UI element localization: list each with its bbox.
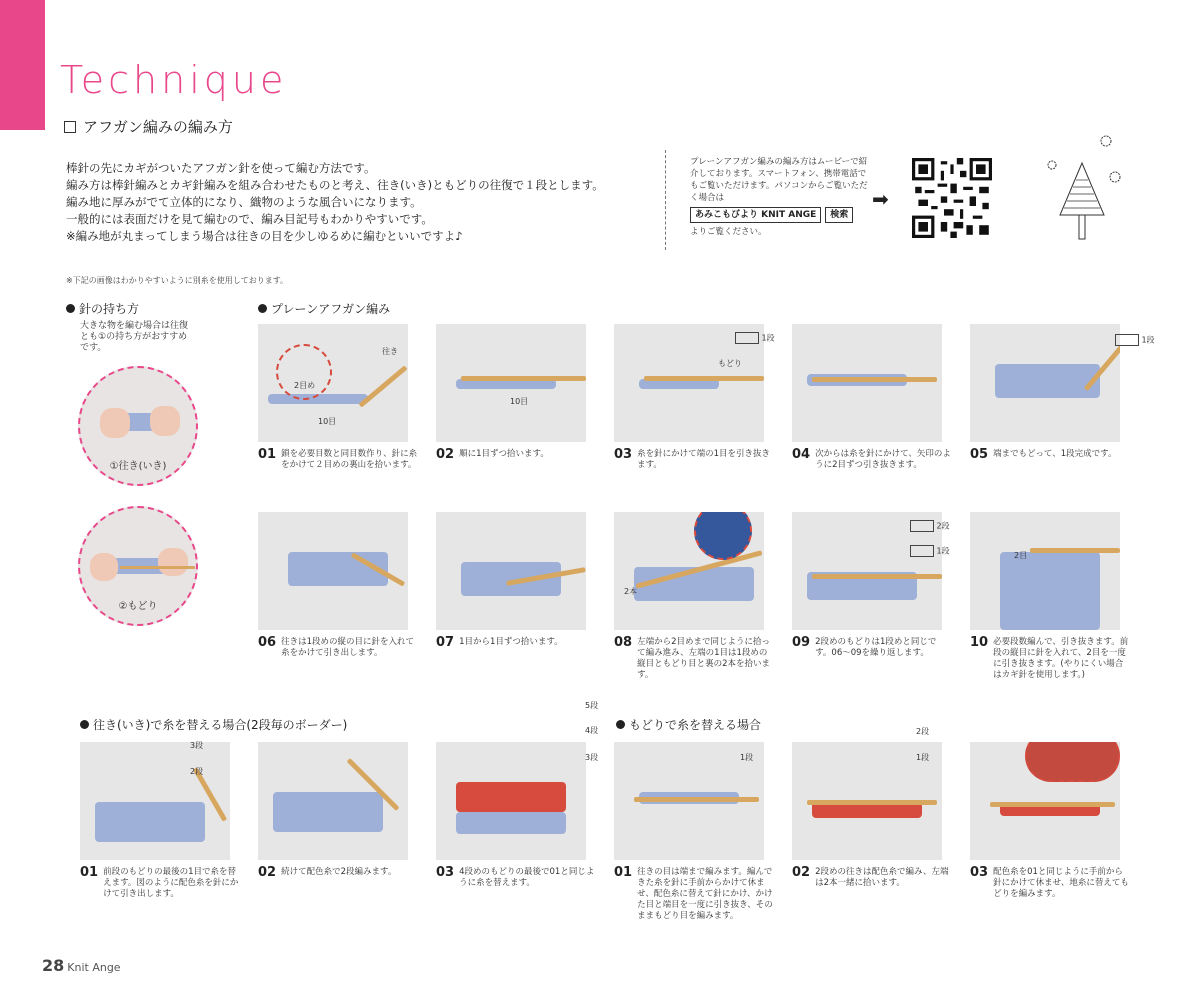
plain-step-03 — [614, 448, 774, 471]
photo-label: 2目 — [1014, 551, 1028, 560]
section-change-forward-label: 往き(いき)で糸を替える場合(2段毎のボーダー) — [93, 718, 348, 732]
step-number: 07 — [436, 635, 455, 650]
return-step-01 — [614, 866, 774, 922]
photo-label: 往き — [382, 347, 398, 356]
row-label: 5段 — [585, 701, 599, 710]
row-symbol — [735, 332, 775, 344]
row-symbol — [916, 726, 929, 737]
plain-step-08 — [614, 636, 774, 681]
qr-code-icon[interactable] — [912, 158, 992, 238]
step-text: 2段めのもどりは1段めと同じです。06〜09を繰り返します。 — [815, 637, 937, 658]
bullet-icon — [66, 304, 75, 313]
step-text: 1目から1目ずつ拾います。 — [459, 637, 563, 647]
intro-line: 棒針の先にカギがついたアフガン針を使って編む方法です。 — [66, 161, 376, 175]
search-term-box: あみこもびより KNIT ANGE — [690, 207, 821, 223]
step-text: 往きの目は端まで編みます。編んできた糸を針に手前からかけて休ませ、配色糸に替えて針にかけ、かけた目と端目を一度に引き抜き、そのままもどり目を編みます。 — [637, 867, 773, 921]
step-text: 往きは1段めの縦の目に針を入れて糸をかけて引き出します。 — [281, 637, 415, 658]
subtitle-text: アフガン編みの編み方 — [83, 118, 233, 136]
photo-label: 2本 — [624, 587, 638, 596]
row-symbol — [916, 752, 929, 763]
row-label: 3段 — [585, 753, 599, 762]
row-label: 2段 — [190, 767, 204, 776]
row-symbol — [910, 520, 950, 532]
step-text: 続けて配色糸で2段編みます。 — [281, 867, 397, 877]
step-text: 順に1目ずつ拾います。 — [459, 449, 549, 459]
step-number: 02 — [258, 865, 277, 880]
forward-step-02 — [258, 866, 418, 879]
intro-line: ※編み地が丸まってしまう場合は往きの目を少しゆるめに編むといいですよ♪ — [66, 229, 463, 243]
section-change-return-label: もどりで糸を替える場合 — [629, 718, 762, 732]
row-label: 1段 — [936, 546, 950, 556]
step-number: 03 — [614, 447, 633, 462]
row-symbol — [910, 545, 950, 557]
brand-name: Knit Ange — [67, 961, 121, 974]
section-holding — [66, 300, 139, 317]
step-text: 前段のもどりの最後の1目で糸を替えます。図のように配色糸を針にかけて引き出します。 — [103, 867, 239, 899]
photo-label: 10目 — [318, 417, 337, 426]
step-text: 左端から2目めまで同じように拾って編み進み、左端の1目は1段めの縦目ともどり目と裏の2本を拾います。 — [637, 637, 771, 680]
return-step-03 — [970, 866, 1130, 900]
step-text: 配色糸を01と同じように手前から針にかけて休ませ、地糸に替えてもどりを編みます。 — [993, 867, 1129, 899]
forward-step-03 — [436, 866, 596, 889]
step-text: 端までもどって、1段完成です。 — [993, 449, 1117, 459]
row-symbol — [585, 725, 598, 736]
row-symbol — [190, 740, 203, 751]
accent-bar — [0, 0, 45, 130]
step-text: 鎖を必要目数と同目数作り、針に糸をかけて２目めの裏山を拾います。 — [281, 449, 418, 470]
photo-label: 2目め — [294, 381, 316, 390]
step-text: 必要段数編んで、引き抜きます。前段の縦目に針を入れて、2目を一度に引き抜きます。(やりにくい場合はカギ針を使用します。) — [993, 637, 1129, 680]
step-number: 10 — [970, 635, 989, 650]
step-photo — [436, 742, 586, 860]
movie-after-text: よりご覧ください。 — [690, 227, 767, 237]
image-note: ※下記の画像はわかりやすいように別糸を使用しております。 — [66, 276, 289, 285]
movie-text: プレーンアフガン編みの編み方はムービーで紹介しております。スマートフォン、携帯電話でもご覧いただけます。パソコンからご覧いただく場合は — [690, 157, 868, 203]
step-number: 05 — [970, 447, 989, 462]
movie-info — [690, 156, 870, 238]
holding-description: 大きな物を編む場合は往復とも①の持ち方がおすすめです。 — [80, 321, 189, 353]
tree-illustration-icon — [1040, 135, 1130, 245]
row-label: 2段 — [936, 521, 950, 531]
checkbox-icon — [64, 121, 76, 133]
holding-photo-forward — [78, 366, 198, 486]
section-plain-label: プレーンアフガン編み — [271, 302, 391, 316]
section-change-forward — [80, 716, 347, 733]
step-number: 01 — [258, 447, 277, 462]
row-label: 4段 — [585, 726, 599, 735]
holding-caption-1: ①往き(いき) — [109, 461, 167, 472]
step-number: 09 — [792, 635, 811, 650]
step-text: 糸を針にかけて端の1目を引き抜きます。 — [637, 449, 771, 470]
plain-step-09 — [792, 636, 952, 659]
plain-step-01 — [258, 448, 418, 471]
step-photo — [792, 324, 942, 442]
page-title: Technique — [60, 58, 288, 102]
row-symbol — [585, 752, 598, 763]
plain-step-04 — [792, 448, 952, 471]
intro-text — [66, 160, 626, 245]
plain-step-10 — [970, 636, 1130, 681]
row-symbol — [585, 700, 598, 711]
plain-step-06 — [258, 636, 418, 659]
holding-caption-2: ②もどり — [118, 601, 158, 612]
step-photo — [970, 324, 1120, 442]
row-label: 1段 — [761, 333, 775, 343]
bullet-icon — [80, 720, 89, 729]
bullet-icon — [616, 720, 625, 729]
page-number: 28 — [42, 956, 65, 975]
step-number: 02 — [436, 447, 455, 462]
step-number: 08 — [614, 635, 633, 650]
row-label: 1段 — [1141, 335, 1155, 345]
photo-label: 10目 — [510, 397, 529, 406]
step-photo — [258, 324, 408, 442]
search-button[interactable]: 検索 — [825, 207, 853, 223]
section-plain — [258, 300, 390, 317]
row-label: 2段 — [916, 727, 930, 736]
step-number: 04 — [792, 447, 811, 462]
forward-step-01 — [80, 866, 240, 900]
intro-line: 編み方は棒針編みとカギ針編みを組み合わせたものと考え、往き(いき)ともどりの往復で１段とします。 — [66, 178, 604, 192]
row-label: 3段 — [190, 741, 204, 750]
section-subtitle — [64, 116, 233, 137]
step-photo — [970, 512, 1120, 630]
step-number: 01 — [614, 865, 633, 880]
plain-step-05 — [970, 448, 1130, 461]
step-text: 次からは糸を針にかけて、矢印のように2目ずつ引き抜きます。 — [815, 449, 951, 470]
step-number: 02 — [792, 865, 811, 880]
row-label: 1段 — [916, 753, 930, 762]
step-photo — [614, 512, 764, 630]
step-photo — [258, 512, 408, 630]
step-text: 2段めの往きは配色糸で編み、左端は2本一緒に拾います。 — [815, 867, 949, 888]
photo-label: もどり — [718, 359, 742, 368]
step-number: 03 — [970, 865, 989, 880]
row-symbol — [1115, 334, 1155, 346]
row-label: 1段 — [740, 753, 754, 762]
step-photo — [80, 742, 230, 860]
arrow-right-icon: ➡ — [872, 187, 889, 211]
step-photo — [436, 324, 586, 442]
holding-photo-return — [78, 506, 198, 626]
step-photo — [258, 742, 408, 860]
step-number: 01 — [80, 865, 99, 880]
page-footer — [42, 956, 121, 975]
row-symbol — [190, 766, 203, 777]
step-photo — [970, 742, 1120, 860]
return-step-02 — [792, 866, 952, 889]
dashed-divider — [665, 150, 666, 250]
section-holding-label: 針の持ち方 — [79, 302, 140, 316]
intro-line: 一般的には表面だけを見て編むので、編み目記号もわかりやすいです。 — [66, 212, 433, 226]
intro-line: 編み地に厚みがでて立体的になり、織物のような風合いになります。 — [66, 195, 422, 209]
step-photo — [436, 512, 586, 630]
plain-step-02 — [436, 448, 596, 461]
row-symbol — [740, 752, 753, 763]
step-number: 06 — [258, 635, 277, 650]
bullet-icon — [258, 304, 267, 313]
step-number: 03 — [436, 865, 455, 880]
plain-step-07 — [436, 636, 596, 649]
search-row — [690, 207, 870, 223]
step-text: 4段めのもどりの最後で01と同じように糸を替えます。 — [459, 867, 595, 888]
section-change-return — [616, 716, 761, 733]
